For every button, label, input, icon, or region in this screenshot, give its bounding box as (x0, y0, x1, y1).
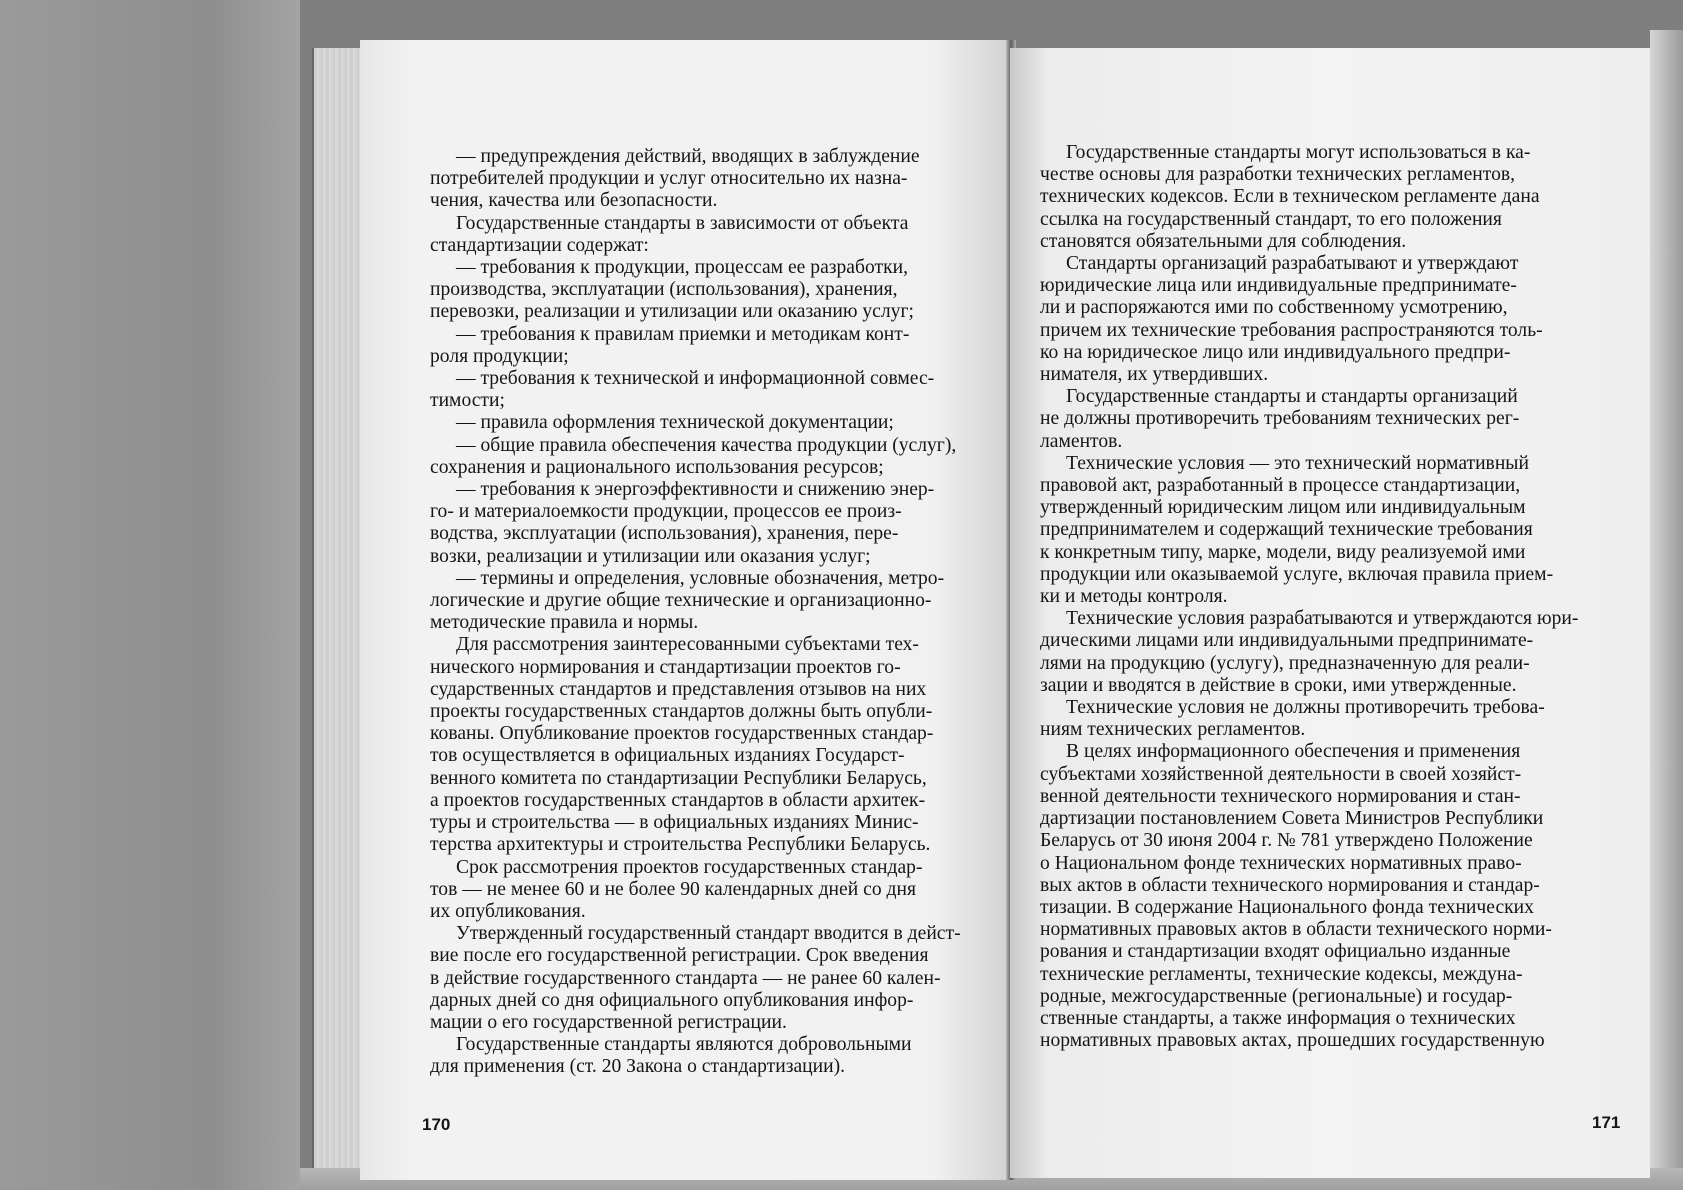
text-line: го- и материалоемкости продукции, процессов ее произ- (430, 501, 902, 523)
text-line: Технические условия — это технический нормативный (1066, 452, 1529, 474)
text-line: сударственных стандартов и представления отзывов на них (430, 678, 927, 700)
text-line: терства архитектуры и строительства Республики Беларусь. (430, 834, 931, 856)
right-page (1010, 48, 1650, 1178)
text-line: роля продукции; (430, 345, 569, 367)
text-line: дическими лицами или индивидуальными предпринимате- (1040, 630, 1534, 652)
text-line: тов осуществляется в официальных изданиях Государст- (430, 745, 905, 767)
text-line: Беларусь от 30 июня 2004 г. № 781 утверждено Положение (1040, 830, 1533, 852)
text-line: не должны противоречить требованиям технических рег- (1040, 408, 1520, 430)
text-line: Для рассмотрения заинтересованными субъектами тех- (456, 634, 919, 656)
text-line: ки и методы контроля. (1040, 586, 1228, 608)
text-line: нормативных правовых актов в области технического норми- (1040, 919, 1552, 941)
page-number-left: 170 (422, 1115, 451, 1134)
text-line (430, 213, 990, 235)
text-line: производства, эксплуатации (использования), хранения, (430, 279, 898, 301)
text-line: правовой акт, разработанный в процессе стандартизации, (1040, 475, 1521, 497)
text-line: о Национальном фонде технических нормативных право- (1040, 852, 1522, 874)
text-line: туры и строительства — в официальных изданиях Минис- (430, 812, 919, 834)
text-line: вых актов в области технического нормирования и стандар- (1040, 874, 1540, 896)
text-line: чения, качества или безопасности. (430, 190, 718, 212)
text-line: в действие государственного стандарта — не ранее 60 кален- (430, 967, 941, 989)
text-line: кованы. Опубликование проектов государственных стандар- (430, 723, 934, 745)
text-line: — требования к энергоэффективности и снижению энер- (456, 479, 935, 501)
text-line: честве основы для разработки технических регламентов, (1040, 164, 1516, 186)
text-line: технических кодексов. Если в техническом регламенте дана (1040, 186, 1540, 208)
text-line-rest: Государственные стандарты в зависимости от объекта (456, 212, 909, 234)
text-line: перевозки, реализации и утилизации или оказанию услуг; (430, 301, 914, 323)
text-line: тимости; (430, 390, 505, 412)
text-line: — общие правила обеспечения качества продукции (услуг), (456, 434, 957, 456)
text-line: водства, эксплуатации (использования), хранения, пере- (430, 523, 899, 545)
text-line: нимателя, их утвердивших. (1040, 364, 1269, 386)
left-page-text (430, 146, 990, 1079)
text-line: вие после его государственной регистрации. Срок введения (430, 945, 929, 967)
text-line: рования и стандартизации входят официально изданные (1040, 941, 1511, 963)
text-line: к конкретным типу, марке, модели, виду реализуемой ими (1040, 541, 1526, 563)
text-line: ссылка на государственный стандарт, то его положения (1040, 208, 1502, 230)
text-line: — требования к продукции, процессам ее разработки, (456, 257, 908, 279)
text-line: венной деятельности технического нормирования и стан- (1040, 785, 1521, 807)
text-line: становятся обязательными для соблюдения. (1040, 230, 1407, 252)
text-line: юридические лица или индивидуальные предпринимате- (1040, 275, 1517, 297)
text-line: мации о его государственной регистрации. (430, 1011, 787, 1033)
right-page-text (1040, 142, 1610, 1052)
text-line: Срок рассмотрения проектов государственных стандар- (456, 856, 923, 878)
text-line: методические правила и нормы. (430, 612, 699, 634)
background-left (0, 0, 300, 1190)
text-line: ниям технических регламентов. (1040, 719, 1306, 741)
text-line: тов — не менее 60 и не более 90 календарных дней со дня (430, 878, 916, 900)
text-line: предпринимателем и содержащий технические требования (1040, 519, 1533, 541)
text-line: ственные стандарты, а также информация о технических (1040, 1007, 1516, 1029)
text-line: Государственные стандарты и стандарты организаций (1066, 386, 1518, 408)
text-line: для применения (ст. 20 Закона о стандартизации). (430, 1056, 846, 1078)
text-line: — требования к технической и информационной совмес- (456, 368, 935, 390)
text-line: — правила оформления технической документации; (456, 412, 894, 434)
text-line: а проектов государственных стандартов в области архитек- (430, 789, 926, 811)
text-line: нического нормирования и стандартизации проектов го- (430, 656, 901, 678)
text-line: возки, реализации и утилизации или оказания услуг; (430, 545, 871, 567)
text-line: причем их технические требования распространяются толь- (1040, 319, 1543, 341)
text-line: нормативных правовых актах, прошедших государственную (1040, 1030, 1545, 1052)
background-right (1650, 30, 1683, 1180)
text-line: субъектами хозяйственной деятельности в своей хозяйст- (1040, 763, 1522, 785)
text-line: лями на продукцию (услугу), предназначенную для реали- (1040, 652, 1530, 674)
text-line: Государственные стандарты являются добровольными (456, 1034, 912, 1056)
text-line: родные, межгосударственные (региональные) и государ- (1040, 985, 1513, 1007)
text-line: стандартизации содержат: (430, 234, 649, 256)
text-line: Государственные стандарты могут использоваться в ка- (1066, 142, 1531, 163)
text-line: Технические условия не должны противоречить требова- (1066, 697, 1545, 719)
text-line: ли и распоряжаются ими по собственному усмотрению, (1040, 297, 1508, 319)
text-line: Утвержденный государственный стандарт вводится в дейст- (456, 923, 961, 945)
text-line: зации и вводятся в действие в сроки, ими утвержденные. (1040, 674, 1517, 696)
page-stack-edge (312, 48, 366, 1178)
text-line: технические регламенты, технические кодексы, междуна- (1040, 963, 1523, 985)
text-line: дартизации постановлением Совета Министров Республики (1040, 808, 1544, 830)
text-line: логические и другие общие технические и организационно- (430, 590, 932, 612)
text-line: дарных дней со дня официального опубликования инфор- (430, 989, 914, 1011)
text-line: утвержденный юридическим лицом или индивидуальным (1040, 497, 1526, 519)
text-line: ко на юридическое лицо или индивидуального предпри- (1040, 341, 1511, 363)
text-line: венного комитета по стандартизации Республики Беларусь, (430, 767, 927, 789)
text-line: их опубликования. (430, 900, 586, 922)
text-line: тизации. В содержание Национального фонда технических (1040, 896, 1534, 918)
text-line: Технические условия разрабатываются и утверждаются юри- (1066, 608, 1579, 630)
text-line: сохранения и рационального использования ресурсов; (430, 456, 884, 478)
text-line: продукции или оказываемой услуге, включая правила прием- (1040, 563, 1554, 585)
text-line: В целях информационного обеспечения и применения (1066, 741, 1521, 763)
text-line: Стандарты организаций разрабатывают и утверждают (1066, 253, 1519, 275)
page-number-right: 171 (1592, 1113, 1621, 1132)
text-line: — термины и определения, условные обозначения, метро- (456, 567, 945, 589)
text-line: — требования к правилам приемки и методикам конт- (456, 323, 910, 345)
text-line: проекты государственных стандартов должны быть опубли- (430, 701, 933, 723)
text-line: — предупреждения действий, вводящих в заблуждение (456, 146, 920, 167)
left-page (360, 40, 1010, 1180)
text-line: потребителей продукции и услуг относительно их назна- (430, 168, 908, 190)
text-line: ламентов. (1040, 430, 1123, 452)
